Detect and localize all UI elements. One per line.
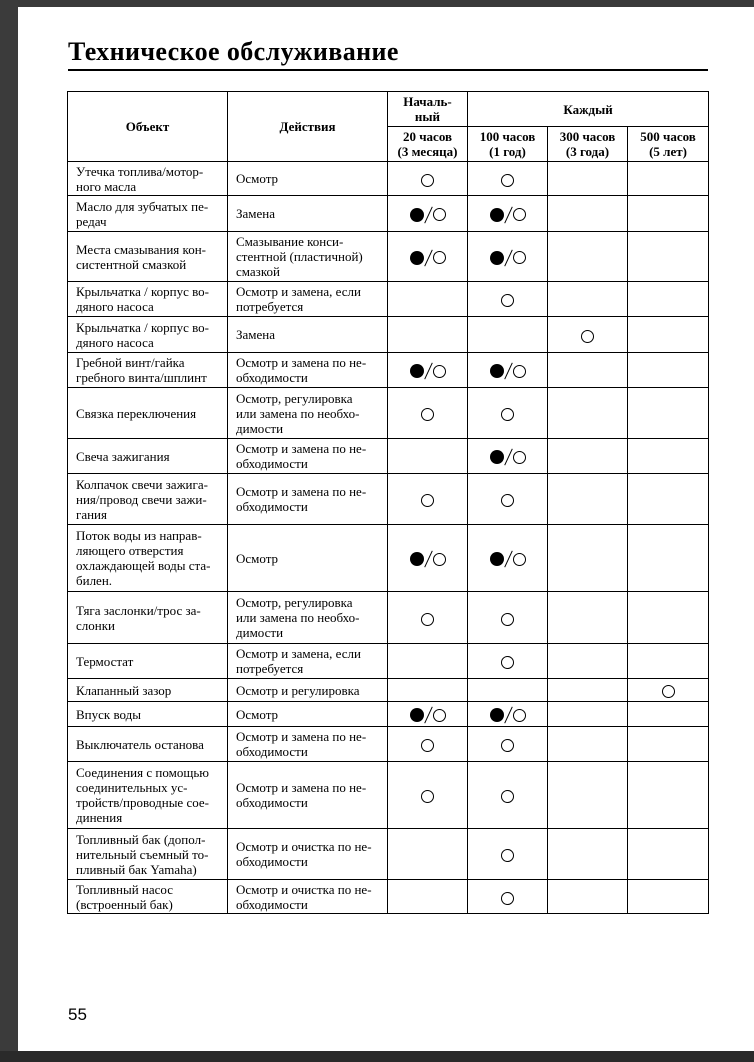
- interval-100h-cell: [468, 196, 548, 232]
- interval-100h-cell: [468, 829, 548, 880]
- interval-20h-cell: [388, 829, 468, 880]
- interval-500h-cell: [628, 592, 709, 644]
- object-cell: Колпачок свечи зажига- ния/провод свечи зажи- гания: [68, 474, 228, 525]
- object-cell: Выключатель останова: [68, 727, 228, 762]
- interval-300h-cell: [548, 317, 628, 353]
- object-cell: Термостат: [68, 644, 228, 679]
- open-circle-icon: [513, 251, 526, 264]
- open-circle-icon: [433, 251, 446, 264]
- filled-circle-icon: [410, 708, 424, 722]
- interval-100h-cell: [468, 162, 548, 196]
- open-circle-icon: [513, 553, 526, 566]
- open-circle-icon: [501, 613, 514, 626]
- header-100h: 100 часов (1 год): [468, 127, 548, 162]
- filled-circle-icon: [410, 552, 424, 566]
- filled-circle-icon: [410, 251, 424, 265]
- filled-circle-icon: [490, 251, 504, 265]
- interval-500h-cell: [628, 353, 709, 388]
- slash-icon: [504, 551, 513, 567]
- interval-500h-cell: [628, 317, 709, 353]
- interval-500h-cell: [628, 829, 709, 880]
- interval-100h-cell: [468, 232, 548, 282]
- interval-500h-cell: [628, 388, 709, 439]
- interval-500h-cell: [628, 702, 709, 727]
- maintenance-table-body: [68, 162, 709, 914]
- title-underline: [68, 69, 708, 71]
- filled-circle-icon: [490, 208, 504, 222]
- interval-500h-cell: [628, 196, 709, 232]
- interval-100h-cell: [468, 880, 548, 914]
- table-row: [68, 525, 709, 592]
- interval-500h-cell: [628, 880, 709, 914]
- interval-20h-cell: [388, 762, 468, 829]
- interval-500h-cell: [628, 282, 709, 317]
- interval-500h-cell: [628, 762, 709, 829]
- object-cell: Места смазывания кон- систентной смазкой: [68, 232, 228, 282]
- object-cell: Гребной винт/гайка гребного винта/шплинт: [68, 353, 228, 388]
- interval-100h-cell: [468, 679, 548, 702]
- interval-300h-cell: [548, 439, 628, 474]
- table-row: [68, 702, 709, 727]
- open-circle-icon: [421, 790, 434, 803]
- action-cell: Смазывание конси- стентной (пластичной) смазкой: [228, 232, 388, 282]
- open-circle-icon: [433, 208, 446, 221]
- interval-300h-cell: [548, 644, 628, 679]
- open-circle-icon: [501, 408, 514, 421]
- table-row: [68, 679, 709, 702]
- action-cell: Осмотр: [228, 525, 388, 592]
- action-cell: Осмотр и замена по не- обходимости: [228, 727, 388, 762]
- action-cell: Осмотр и замена, если потребуется: [228, 282, 388, 317]
- slash-icon: [504, 449, 513, 465]
- filled-circle-icon: [410, 208, 424, 222]
- object-cell: Топливный бак (допол- нительный съемный то- пливный бак Yamaha): [68, 829, 228, 880]
- open-circle-icon: [501, 849, 514, 862]
- interval-100h-cell: [468, 644, 548, 679]
- interval-100h-cell: [468, 353, 548, 388]
- action-cell: Осмотр и регулировка: [228, 679, 388, 702]
- slash-icon: [504, 250, 513, 266]
- object-cell: Связка переключения: [68, 388, 228, 439]
- interval-300h-cell: [548, 196, 628, 232]
- interval-20h-cell: [388, 644, 468, 679]
- table-row: [68, 388, 709, 439]
- interval-300h-cell: [548, 525, 628, 592]
- interval-100h-cell: [468, 317, 548, 353]
- object-cell: Свеча зажигания: [68, 439, 228, 474]
- header-500h: 500 часов (5 лет): [628, 127, 709, 162]
- slash-icon: [504, 207, 513, 223]
- interval-20h-cell: [388, 162, 468, 196]
- object-cell: Тяга заслонки/трос за- слонки: [68, 592, 228, 644]
- interval-300h-cell: [548, 727, 628, 762]
- action-cell: Осмотр и замена, если потребуется: [228, 644, 388, 679]
- interval-300h-cell: [548, 880, 628, 914]
- interval-100h-cell: [468, 592, 548, 644]
- interval-500h-cell: [628, 644, 709, 679]
- interval-300h-cell: [548, 829, 628, 880]
- open-circle-icon: [501, 294, 514, 307]
- action-cell: Осмотр, регулировка или замена по необхо- димости: [228, 592, 388, 644]
- viewer-frame-left: [0, 0, 18, 1062]
- slash-icon: [424, 363, 433, 379]
- open-circle-icon: [662, 685, 675, 698]
- object-cell: Крыльчатка / корпус во- дяного насоса: [68, 282, 228, 317]
- interval-20h-cell: [388, 592, 468, 644]
- interval-20h-cell: [388, 388, 468, 439]
- filled-circle-icon: [490, 552, 504, 566]
- interval-500h-cell: [628, 474, 709, 525]
- action-cell: Осмотр, регулировка или замена по необхо- димости: [228, 388, 388, 439]
- table-row: [68, 644, 709, 679]
- interval-20h-cell: [388, 525, 468, 592]
- interval-20h-cell: [388, 679, 468, 702]
- filled-circle-icon: [490, 708, 504, 722]
- document-page: [18, 7, 754, 1051]
- filled-circle-icon: [490, 364, 504, 378]
- interval-20h-cell: [388, 727, 468, 762]
- table-row: [68, 353, 709, 388]
- action-cell: Осмотр и замена по не- обходимости: [228, 762, 388, 829]
- object-cell: Соединения с помощью соединительных ус- тройств/проводные сое- динения: [68, 762, 228, 829]
- interval-100h-cell: [468, 525, 548, 592]
- header-300h: 300 часов (3 года): [548, 127, 628, 162]
- header-20h: 20 часов (3 месяца): [388, 127, 468, 162]
- open-circle-icon: [513, 709, 526, 722]
- action-cell: Осмотр: [228, 162, 388, 196]
- page-number: 55: [68, 1005, 87, 1024]
- interval-300h-cell: [548, 353, 628, 388]
- interval-300h-cell: [548, 679, 628, 702]
- interval-100h-cell: [468, 388, 548, 439]
- table-row: [68, 317, 709, 353]
- header-initial: Началь- ный: [388, 92, 468, 127]
- interval-20h-cell: [388, 880, 468, 914]
- table-row: [68, 592, 709, 644]
- interval-300h-cell: [548, 162, 628, 196]
- table-row: [68, 439, 709, 474]
- interval-500h-cell: [628, 525, 709, 592]
- viewer-frame-bottom: [0, 1051, 754, 1062]
- interval-100h-cell: [468, 474, 548, 525]
- interval-100h-cell: [468, 439, 548, 474]
- table-row: [68, 474, 709, 525]
- open-circle-icon: [421, 739, 434, 752]
- action-cell: Осмотр и очистка по не- обходимости: [228, 829, 388, 880]
- header-actions: Действия: [228, 92, 388, 162]
- filled-circle-icon: [490, 450, 504, 464]
- interval-20h-cell: [388, 232, 468, 282]
- open-circle-icon: [513, 451, 526, 464]
- table-row: [68, 762, 709, 829]
- interval-300h-cell: [548, 474, 628, 525]
- open-circle-icon: [421, 613, 434, 626]
- open-circle-icon: [421, 408, 434, 421]
- interval-100h-cell: [468, 282, 548, 317]
- open-circle-icon: [501, 174, 514, 187]
- interval-300h-cell: [548, 762, 628, 829]
- interval-100h-cell: [468, 727, 548, 762]
- open-circle-icon: [433, 553, 446, 566]
- header-object: Объект: [68, 92, 228, 162]
- action-cell: Осмотр: [228, 702, 388, 727]
- table-row: [68, 727, 709, 762]
- interval-20h-cell: [388, 702, 468, 727]
- interval-20h-cell: [388, 282, 468, 317]
- slash-icon: [424, 207, 433, 223]
- open-circle-icon: [501, 739, 514, 752]
- action-cell: Осмотр и замена по не- обходимости: [228, 353, 388, 388]
- open-circle-icon: [433, 709, 446, 722]
- interval-20h-cell: [388, 439, 468, 474]
- object-cell: Клапанный зазор: [68, 679, 228, 702]
- action-cell: Замена: [228, 196, 388, 232]
- interval-20h-cell: [388, 474, 468, 525]
- interval-500h-cell: [628, 162, 709, 196]
- object-cell: Утечка топлива/мотор- ного масла: [68, 162, 228, 196]
- object-cell: Масло для зубчатых пе- редач: [68, 196, 228, 232]
- interval-20h-cell: [388, 353, 468, 388]
- interval-300h-cell: [548, 388, 628, 439]
- interval-300h-cell: [548, 282, 628, 317]
- filled-circle-icon: [410, 364, 424, 378]
- table-row: [68, 162, 709, 196]
- interval-500h-cell: [628, 727, 709, 762]
- viewer-frame-top: [0, 0, 754, 7]
- interval-100h-cell: [468, 702, 548, 727]
- interval-20h-cell: [388, 196, 468, 232]
- open-circle-icon: [421, 494, 434, 507]
- open-circle-icon: [513, 365, 526, 378]
- open-circle-icon: [501, 790, 514, 803]
- slash-icon: [424, 707, 433, 723]
- table-row: [68, 232, 709, 282]
- interval-300h-cell: [548, 232, 628, 282]
- open-circle-icon: [581, 330, 594, 343]
- object-cell: Крыльчатка / корпус во- дяного насоса: [68, 317, 228, 353]
- open-circle-icon: [421, 174, 434, 187]
- interval-300h-cell: [548, 592, 628, 644]
- slash-icon: [424, 250, 433, 266]
- maintenance-table: [67, 91, 709, 914]
- slash-icon: [504, 707, 513, 723]
- interval-100h-cell: [468, 762, 548, 829]
- open-circle-icon: [513, 208, 526, 221]
- table-row: [68, 829, 709, 880]
- action-cell: Осмотр и очистка по не- обходимости: [228, 880, 388, 914]
- action-cell: Осмотр и замена по не- обходимости: [228, 474, 388, 525]
- table-row: [68, 196, 709, 232]
- action-cell: Замена: [228, 317, 388, 353]
- header-every: Каждый: [468, 92, 709, 127]
- interval-20h-cell: [388, 317, 468, 353]
- interval-500h-cell: [628, 439, 709, 474]
- page-title: Техническое обслуживание: [68, 37, 399, 66]
- interval-300h-cell: [548, 702, 628, 727]
- table-row: [68, 282, 709, 317]
- interval-500h-cell: [628, 232, 709, 282]
- open-circle-icon: [433, 365, 446, 378]
- object-cell: Впуск воды: [68, 702, 228, 727]
- slash-icon: [424, 551, 433, 567]
- open-circle-icon: [501, 892, 514, 905]
- object-cell: Топливный насос (встроенный бак): [68, 880, 228, 914]
- open-circle-icon: [501, 656, 514, 669]
- open-circle-icon: [501, 494, 514, 507]
- interval-500h-cell: [628, 679, 709, 702]
- slash-icon: [504, 363, 513, 379]
- table-row: [68, 880, 709, 914]
- object-cell: Поток воды из направ- ляющего отверстия охлаждающей воды ста- билен.: [68, 525, 228, 592]
- action-cell: Осмотр и замена по не- обходимости: [228, 439, 388, 474]
